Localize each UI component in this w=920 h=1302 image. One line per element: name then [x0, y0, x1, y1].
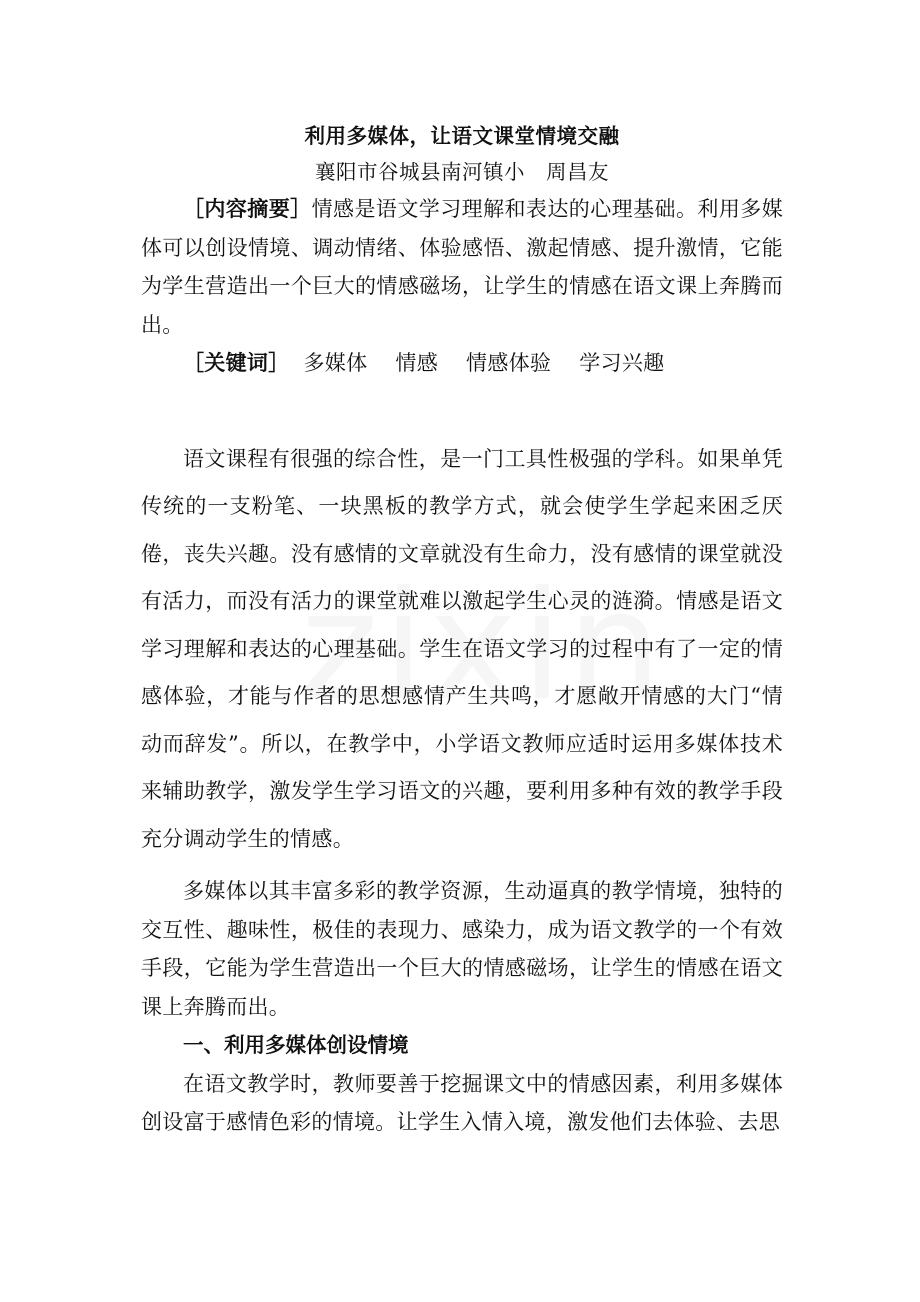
- section-paragraph: 在语文教学时，教师要善于挖掘课文中的情感因素，利用多媒体创设富于感情色彩的情境。让学生入情入境，激发他们去体验、去思: [141, 1071, 783, 1134]
- keyword-item: 多媒体: [303, 351, 368, 375]
- abstract-text: 情感是语文学习理解和表达的心理基础。利用多媒体可以创设情境、调动情绪、体验感悟、激起情感、提升激情，它能为学生营造出一个巨大的情感磁场，让学生的情感在语文课上奔腾而出。: [141, 197, 783, 337]
- keyword-item: 情感体验: [466, 351, 552, 375]
- body-paragraph: 多媒体以其丰富多彩的教学资源，生动逼真的教学情境，独特的交互性、趣味性，极佳的表现力、感染力，成为语文教学的一个有效手段，它能为学生营造出一个巨大的情感磁场，让学生的情感在语文课上奔腾而出。: [141, 879, 783, 1019]
- abstract-paragraph: [141, 190, 783, 344]
- keywords-label: ［关键词］: [183, 351, 290, 375]
- abstract-label: ［内容摘要］: [183, 197, 312, 221]
- document-content: [141, 118, 783, 1142]
- keyword-item: 学习兴趣: [579, 351, 665, 375]
- document-title: 利用多媒体，让语文课堂情境交融: [304, 124, 620, 148]
- keywords-line: [141, 344, 783, 383]
- body-paragraph: 语文课程有很强的综合性，是一门工具性极强的学科。如果单凭传统的一支粉笔、一块黑板的教学方式，就会使学生学起来困乏厌倦，丧失兴趣。没有感情的文章就没有生命力，没有感情的课堂就没有活力，而没有活力的课堂就难以激起学生心灵的涟漪。情感是语文学习理解和表达的心理基础。学生在语文学习的过程中有了一定的情感体验，才能与作者的思想感情产生共鸣，才愿敞开情感的大门“情动而辞发”。所以，在教学中，小学语文教师应适时运用多媒体技术来辅助教学，激发学生学习语文的兴趣，要利用多种有效的教学手段充分调动学生的情感。: [141, 446, 783, 851]
- author-line: 襄阳市谷城县南河镇小 周昌友: [315, 160, 609, 184]
- section-heading: 一、利用多媒体创设情境: [183, 1033, 409, 1057]
- keyword-item: 情感: [395, 351, 439, 375]
